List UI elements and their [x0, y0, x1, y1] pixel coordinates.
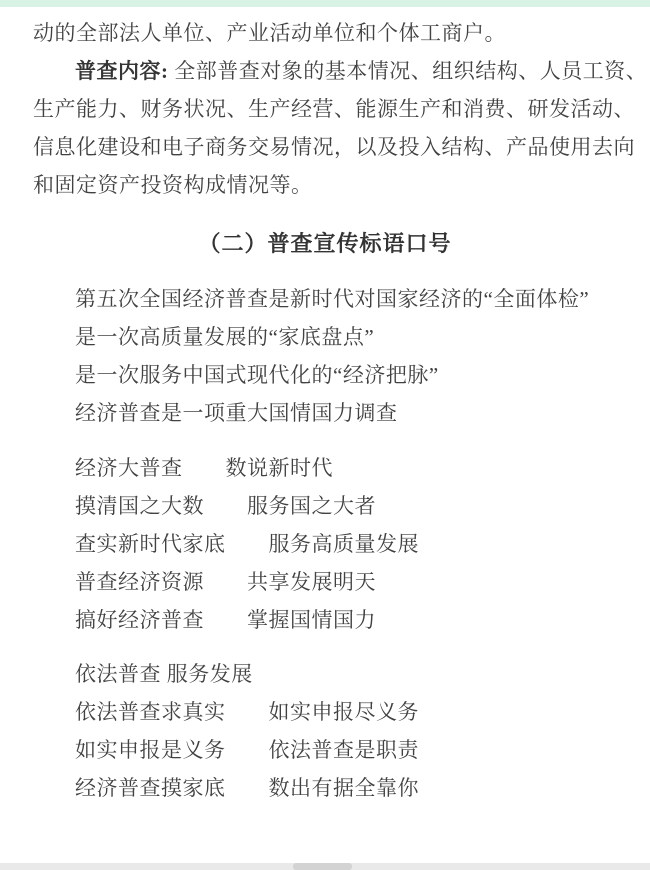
section-heading: （二）普查宣传标语口号: [198, 231, 452, 256]
slogan-block-law: [33, 655, 617, 807]
horizontal-scrollbar-thumb[interactable]: [293, 863, 352, 870]
page-top-edge-strip: [0, 0, 650, 7]
slogan-line: 经济普查是一项重大国情国力调查: [75, 401, 398, 425]
paragraph-text: 全部普查对象的基本情况、组织结构、人员工资、: [168, 59, 648, 83]
horizontal-scrollbar-track[interactable]: [0, 863, 650, 870]
slogan-block-pairs: [33, 449, 617, 639]
slogan-line: 是一次高质量发展的“家底盘点”: [75, 325, 375, 349]
slogan-line: 普查经济资源 共享发展明天: [75, 570, 376, 594]
slogan-line: 搞好经济普查 掌握国情国力: [75, 608, 376, 632]
paragraph-line: 生产能力、财务状况、生产经营、能源生产和消费、研发活动、: [33, 97, 635, 121]
slogan-line: 依法普查 服务发展: [75, 662, 253, 686]
slogan-line: 查实新时代家底 服务高质量发展: [75, 532, 419, 556]
slogan-line: 经济普查摸家底 数出有据全靠你: [75, 776, 419, 800]
slogan-line: 摸清国之大数 服务国之大者: [75, 494, 376, 518]
slogan-line: 如实申报是义务 依法普查是职责: [75, 738, 419, 762]
slogan-line: 第五次全国经济普查是新时代对国家经济的“全面体检”: [75, 287, 590, 311]
document-content: [0, 7, 650, 807]
census-content-label: 普查内容:: [75, 59, 169, 83]
slogan-line: 经济大普查 数说新时代: [75, 456, 333, 480]
slogan-line: 依法普查求真实 如实申报尽义务: [75, 700, 419, 724]
paragraph-line: 和固定资产投资构成情况等。: [33, 173, 313, 197]
paragraph-line: 信息化建设和电子商务交易情况，以及投入结构、产品使用去向: [33, 135, 635, 159]
slogan-block-intro: [33, 280, 617, 432]
paragraph-line: [33, 52, 648, 90]
paragraph-line: 动的全部法人单位、产业活动单位和个体工商户。: [33, 21, 506, 45]
slogan-line: 是一次服务中国式现代化的“经济把脉”: [75, 363, 439, 387]
census-content-paragraph: [33, 14, 648, 204]
